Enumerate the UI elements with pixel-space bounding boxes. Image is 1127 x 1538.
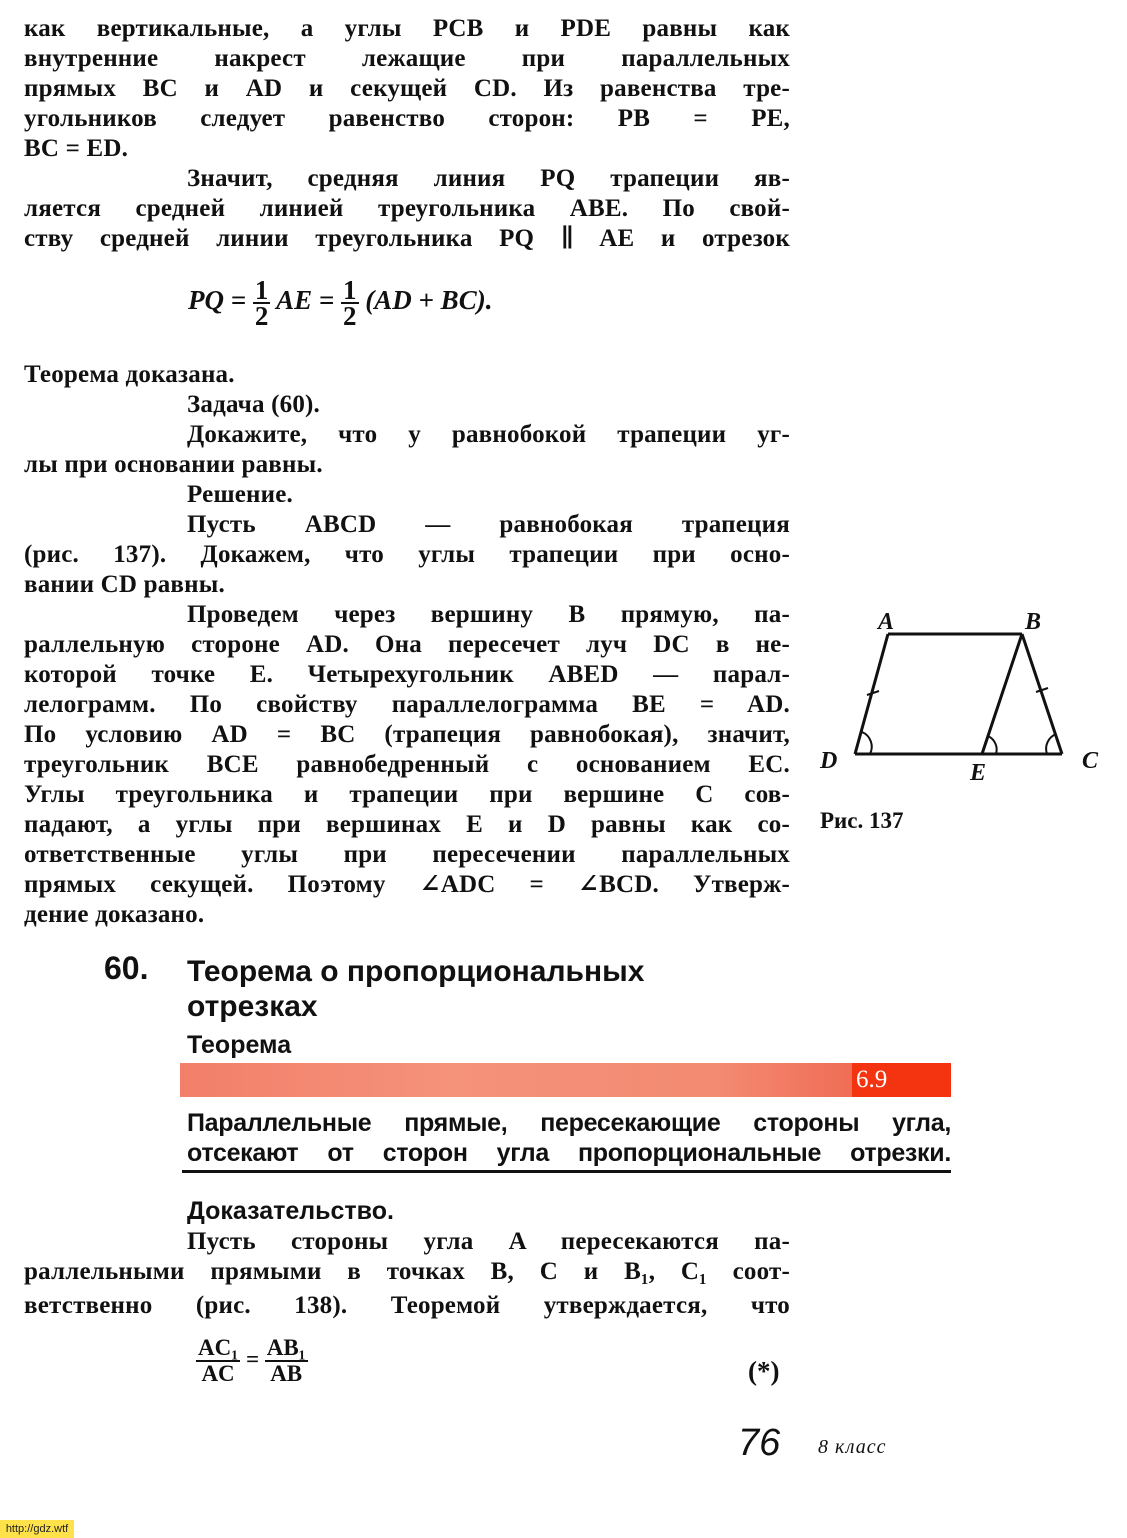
task-title: Задача (60). [187,391,320,418]
label-a: A [878,609,895,635]
fraction-numerator: AB₁ [266,1335,306,1360]
text-line: ству средней линии треугольника PQ ∥ AE и отрезок [24,225,790,252]
text-line: вании CD равны. [24,571,225,598]
section-title-line2: отрезках [187,990,318,1023]
text-line: BC = ED. [24,135,129,162]
theorem-number-badge: 6.9 [852,1063,951,1097]
text-line: ветственно (рис. 138). Теоремой утверждается, что [24,1292,790,1319]
formula-mark: (*) [748,1356,780,1386]
text-line: прямых секущей. Поэтому ∠ADC = ∠BCD. Утверж- [24,871,790,898]
text-line: как вертикальные, а углы PCB и PDE равны как [24,15,790,42]
figure-137-trapezoid [810,600,1110,800]
text-line: Значит, средняя линия PQ трапеции яв- [187,165,790,192]
grade-label: 8 класс [818,1436,887,1458]
text-line: Пусть стороны угла A пересекаются па- [187,1228,790,1255]
text-line: Пусть ABCD — равнобокая трапеция [187,511,790,538]
text-line: ляется средней линией треугольника ABE. По свой- [24,195,790,222]
fraction-denominator: 2 [343,301,357,331]
fraction-denominator: 2 [254,301,269,331]
text-line: Углы треугольника и трапеции при вершине C сов- [24,781,790,808]
angle-arc-d [862,732,872,754]
formula-proportion [196,1336,308,1386]
text-line: (рис. 137). Докажем, что углы трапеции при осно- [24,541,790,568]
fraction-numerator: AC₁ [198,1335,239,1360]
text-line: дение доказано. [24,901,205,928]
fraction-denominator: AC [201,1361,235,1386]
page-number: 76 [738,1422,781,1464]
fraction-numerator: 1 [343,275,357,305]
text-line: По условию AD = BC (трапеция равнобокая), значит, [24,721,790,748]
text-line: лелограмм. По свойству параллелограмма BE = AD. [24,691,790,718]
fraction-right [265,1336,308,1386]
fraction [253,275,271,331]
label-d: D [820,748,838,774]
theorem-proved: Теорема доказана. [24,361,235,388]
label-b: B [1025,609,1042,635]
formula-mid: AE = [276,285,335,316]
text-line: раллельными прямыми в точках B, C и B₁, C₁ соот- [24,1258,790,1285]
angle-arc-e [988,736,997,754]
fraction-numerator: 1 [254,275,269,305]
text-line: ответственные углы при пересечении параллельных [24,841,790,868]
theorem-banner [180,1063,852,1097]
text-line: угольников следует равенство сторон: PB = PE, [24,105,790,132]
formula-rhs: (AD + BC). [365,285,493,316]
fraction [341,275,359,331]
text-line: прямых BC и AD и секущей CD. Из равенства тре- [24,75,790,102]
label-e: E [970,760,987,786]
equals-sign: = [245,1346,259,1372]
formula-lhs: PQ = [188,285,247,316]
theorem-underline [182,1170,951,1173]
watermark-url[interactable]: http://gdz.wtf [0,1520,74,1538]
theorem-label: Теорема [187,1031,292,1059]
text-line: которой точке E. Четырехугольник ABED — парал- [24,661,790,688]
side-bc [1022,634,1062,754]
theorem-statement-line1: Параллельные прямые, пересекающие стороны угла, [187,1109,951,1137]
figure-caption: Рис. 137 [820,808,904,833]
label-c: C [1082,748,1099,774]
text-line: лы при основании равны. [24,451,323,478]
fraction-left [196,1336,240,1386]
angle-arc-c [1046,734,1056,754]
solution-title: Решение. [187,481,293,508]
theorem-statement-line2: отсекают от сторон угла пропорциональные отрезки. [187,1139,951,1167]
text-line: Докажите, что у равнобокой трапеции уг- [187,421,790,448]
section-number: 60. [104,950,149,986]
text-line: внутренние накрест лежащие при параллельных [24,45,790,72]
text-line: падают, а углы при вершинах E и D равны как со- [24,811,790,838]
proof-title: Доказательство. [187,1197,394,1225]
section-title-line1: Теорема о пропорциональных [187,955,645,988]
text-line: раллельную стороне AD. Она пересечет луч DC в не- [24,631,790,658]
formula-midline [188,275,493,331]
text-line: треугольник BCE равнобедренный с основанием EC. [24,751,790,778]
fraction-denominator: AB [270,1361,303,1386]
text-line: Проведем через вершину B прямую, па- [187,601,790,628]
